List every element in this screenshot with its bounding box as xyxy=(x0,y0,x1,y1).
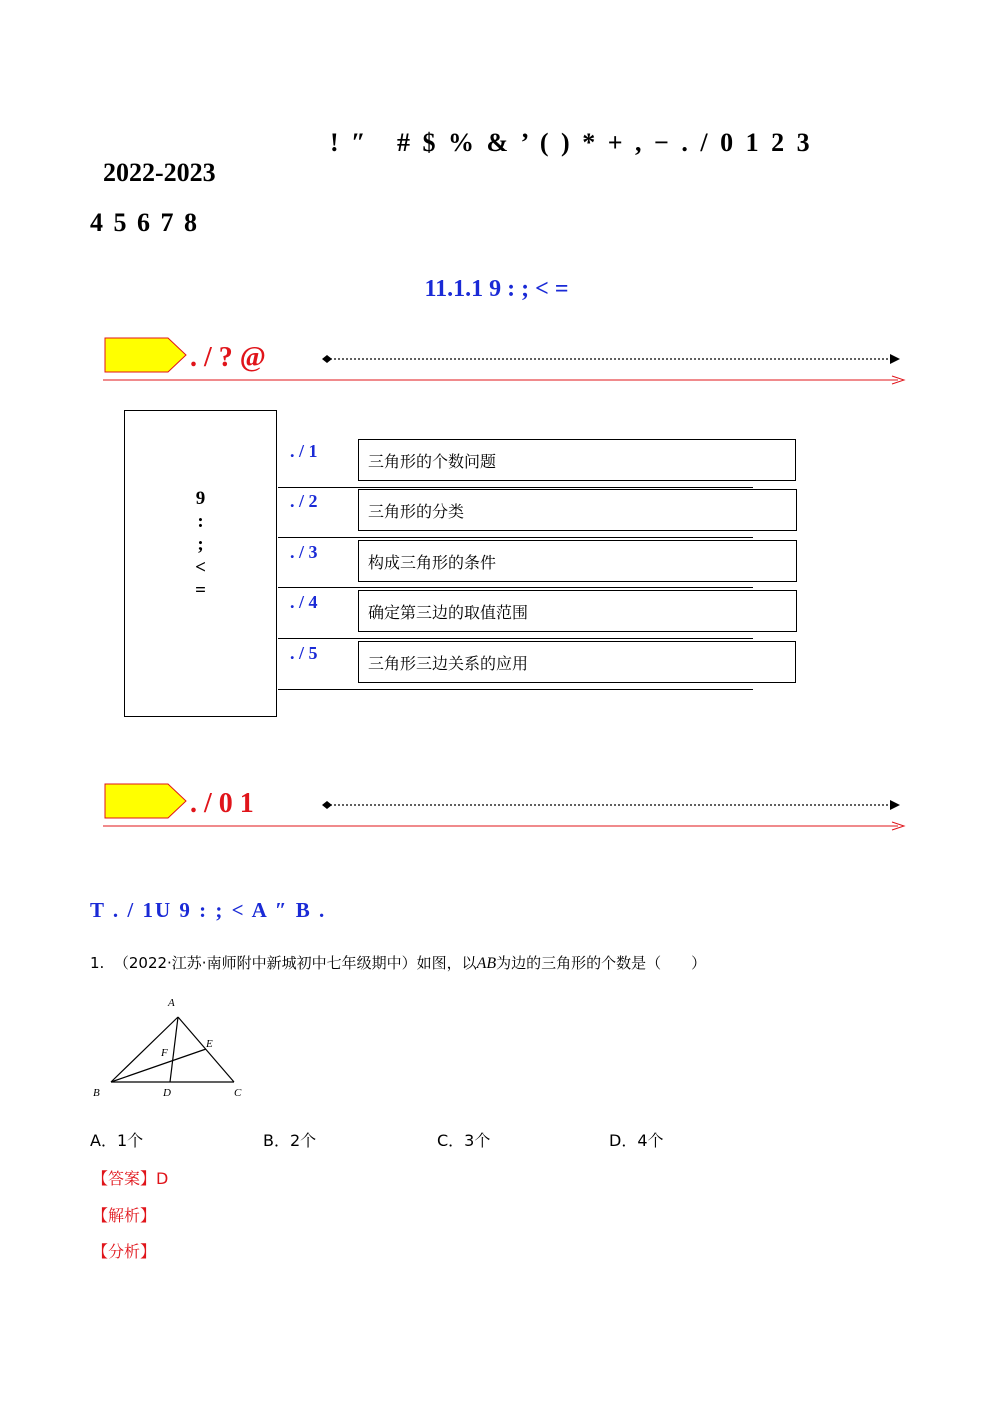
segment-ab xyxy=(111,1017,178,1082)
answer-line xyxy=(92,1166,168,1189)
banner-1-diamond xyxy=(322,355,332,363)
point-box-1: 三角形的个数问题 xyxy=(358,439,796,481)
answer-label: 【答案】 xyxy=(92,1169,157,1188)
answer-value: D xyxy=(156,1169,169,1188)
option-b: B．2个 xyxy=(263,1131,317,1150)
figure-label-a: A xyxy=(168,997,175,1009)
doc-title-line1 xyxy=(90,128,813,188)
option-d: D．4个 xyxy=(609,1131,664,1150)
point-label-2: . / 2 xyxy=(290,491,318,511)
question-1-stem xyxy=(90,952,706,973)
point-label-1: . / 1 xyxy=(290,441,318,461)
point-line-3 xyxy=(278,587,753,588)
banner-2-arrow-head xyxy=(890,800,900,810)
segment-be xyxy=(111,1049,206,1082)
figure-label-f: F xyxy=(161,1047,168,1059)
option-c: C．3个 xyxy=(437,1131,491,1150)
point-label-5: . / 5 xyxy=(290,643,318,663)
analysis-label: 【解析】 xyxy=(92,1206,157,1225)
point-line-1 xyxy=(278,487,753,488)
point-box-5: 三角形三边关系的应用 xyxy=(358,641,796,683)
question-source: （2022·江苏·南师附中新城初中七年级期中）如图，以 xyxy=(113,954,477,972)
triangle-figure xyxy=(88,992,253,1104)
banner-1-label: . / ? @ xyxy=(190,342,266,373)
point-line-5 xyxy=(278,689,753,690)
point-label-4: . / 4 xyxy=(290,592,318,612)
banner-2-diamond xyxy=(322,801,332,809)
doc-title-year: 2022-2023 xyxy=(103,158,216,187)
doc-subtitle: 11.1.1 9 : ; < = xyxy=(424,276,569,302)
banner-2-label: . / 0 1 xyxy=(190,788,254,819)
point-box-3: 构成三角形的条件 xyxy=(358,540,797,582)
question-stem-tail: 为边的三角形的个数是（ ） xyxy=(496,954,707,972)
point-line-4 xyxy=(278,638,753,639)
doc-title-line2: 4 5 6 7 8 xyxy=(90,208,199,237)
figure-label-c: C xyxy=(234,1087,242,1099)
banner-2-tag-shape xyxy=(105,784,186,818)
outline-left-box xyxy=(124,410,277,717)
banner-1-arrow-head xyxy=(890,354,900,364)
doc-title-glyphs: ! ″ # $ % & ’ ( ) * + , − . / 0 1 2 3 xyxy=(330,128,813,157)
question-number: 1. xyxy=(90,954,105,972)
point-box-2: 三角形的分类 xyxy=(358,489,797,531)
point-box-4: 确定第三边的取值范围 xyxy=(358,590,797,632)
figure-label-d: D xyxy=(163,1087,171,1099)
segment-ad xyxy=(170,1017,178,1082)
section-heading: T . / 1U 9 : ; < A ″ B . xyxy=(90,898,327,922)
fenxi-label: 【分析】 xyxy=(92,1242,157,1261)
point-line-2 xyxy=(278,537,753,538)
option-a: A．1个 xyxy=(90,1131,144,1150)
point-label-3: . / 3 xyxy=(290,542,318,562)
outline-left-box-text: 9 : ; < = xyxy=(195,488,206,601)
question-segment: AB xyxy=(476,955,497,972)
banner-1-tag-shape xyxy=(105,338,186,372)
figure-label-b: B xyxy=(93,1087,100,1099)
figure-label-e: E xyxy=(206,1038,213,1050)
